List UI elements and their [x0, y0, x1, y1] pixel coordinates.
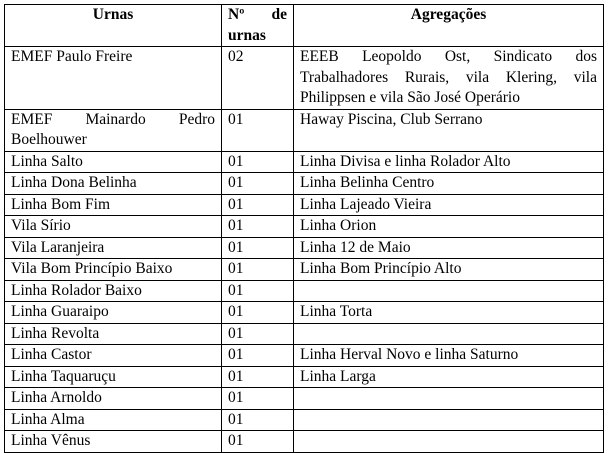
table-row [5, 109, 604, 151]
num-urnas-cell: 01 [222, 173, 294, 195]
urna-cell: Linha Revolta [5, 323, 222, 345]
urna-cell: Vila Laranjeira [5, 237, 222, 259]
table-row [5, 323, 604, 345]
urna-cell: Linha Alma [5, 409, 222, 431]
agregacao-cell [294, 431, 604, 453]
table-row [5, 259, 604, 281]
agregacao-cell: Linha Belinha Centro [294, 173, 604, 195]
num-urnas-cell: 01 [222, 431, 294, 453]
num-urnas-cell: 01 [222, 151, 294, 173]
num-urnas-cell: 01 [222, 194, 294, 216]
table-row [5, 151, 604, 173]
table-row [5, 409, 604, 431]
num-urnas-cell: 01 [222, 109, 294, 151]
urna-cell: EMEF Mainardo Pedro Boelhouwer [5, 109, 222, 151]
table-row [5, 237, 604, 259]
agregacao-cell: EEEB Leopoldo Ost, Sindicato dos Trabalhadores Rurais, vila Klering, vila Philippsen e vila São José Operário [294, 47, 604, 110]
table-row [5, 47, 604, 110]
agregacao-cell: Haway Piscina, Club Serrano [294, 109, 604, 151]
num-urnas-cell: 01 [222, 216, 294, 238]
table-row [5, 345, 604, 367]
table-row [5, 431, 604, 453]
urnas-table [4, 4, 604, 453]
header-row [5, 5, 604, 47]
num-urnas-cell: 01 [222, 409, 294, 431]
urna-cell: Vila Bom Princípio Baixo [5, 259, 222, 281]
num-urnas-cell: 01 [222, 388, 294, 410]
table-row [5, 366, 604, 388]
urna-cell: Linha Salto [5, 151, 222, 173]
header-urnas: Urnas [5, 5, 222, 47]
urna-cell: Linha Guaraipo [5, 302, 222, 324]
num-urnas-cell: 01 [222, 237, 294, 259]
urna-cell: Linha Rolador Baixo [5, 280, 222, 302]
table-row [5, 302, 604, 324]
urna-cell: Linha Bom Fim [5, 194, 222, 216]
num-urnas-cell: 02 [222, 47, 294, 110]
urna-cell: Linha Arnoldo [5, 388, 222, 410]
urna-cell: Linha Castor [5, 345, 222, 367]
agregacao-cell [294, 409, 604, 431]
num-urnas-cell: 01 [222, 345, 294, 367]
agregacao-cell: Linha Orion [294, 216, 604, 238]
agregacao-cell: Linha Bom Princípio Alto [294, 259, 604, 281]
urna-cell: Linha Vênus [5, 431, 222, 453]
agregacao-cell [294, 388, 604, 410]
num-urnas-cell: 01 [222, 302, 294, 324]
urna-cell: Linha Dona Belinha [5, 173, 222, 195]
agregacao-cell: Linha Larga [294, 366, 604, 388]
urna-cell: Vila Sírio [5, 216, 222, 238]
table-row [5, 216, 604, 238]
agregacao-cell: Linha Divisa e linha Rolador Alto [294, 151, 604, 173]
num-urnas-cell: 01 [222, 366, 294, 388]
table-row [5, 173, 604, 195]
num-urnas-cell: 01 [222, 280, 294, 302]
table-row [5, 388, 604, 410]
header-numero-urnas: Nº de urnas [222, 5, 294, 47]
agregacao-cell: Linha Herval Novo e linha Saturno [294, 345, 604, 367]
agregacao-cell [294, 280, 604, 302]
header-agregacoes: Agregações [294, 5, 604, 47]
agregacao-cell [294, 323, 604, 345]
num-urnas-cell: 01 [222, 323, 294, 345]
agregacao-cell: Linha 12 de Maio [294, 237, 604, 259]
urna-cell: Linha Taquaruçu [5, 366, 222, 388]
agregacao-cell: Linha Torta [294, 302, 604, 324]
table-row [5, 280, 604, 302]
table-row [5, 194, 604, 216]
agregacao-cell: Linha Lajeado Vieira [294, 194, 604, 216]
urna-cell: EMEF Paulo Freire [5, 47, 222, 110]
num-urnas-cell: 01 [222, 259, 294, 281]
